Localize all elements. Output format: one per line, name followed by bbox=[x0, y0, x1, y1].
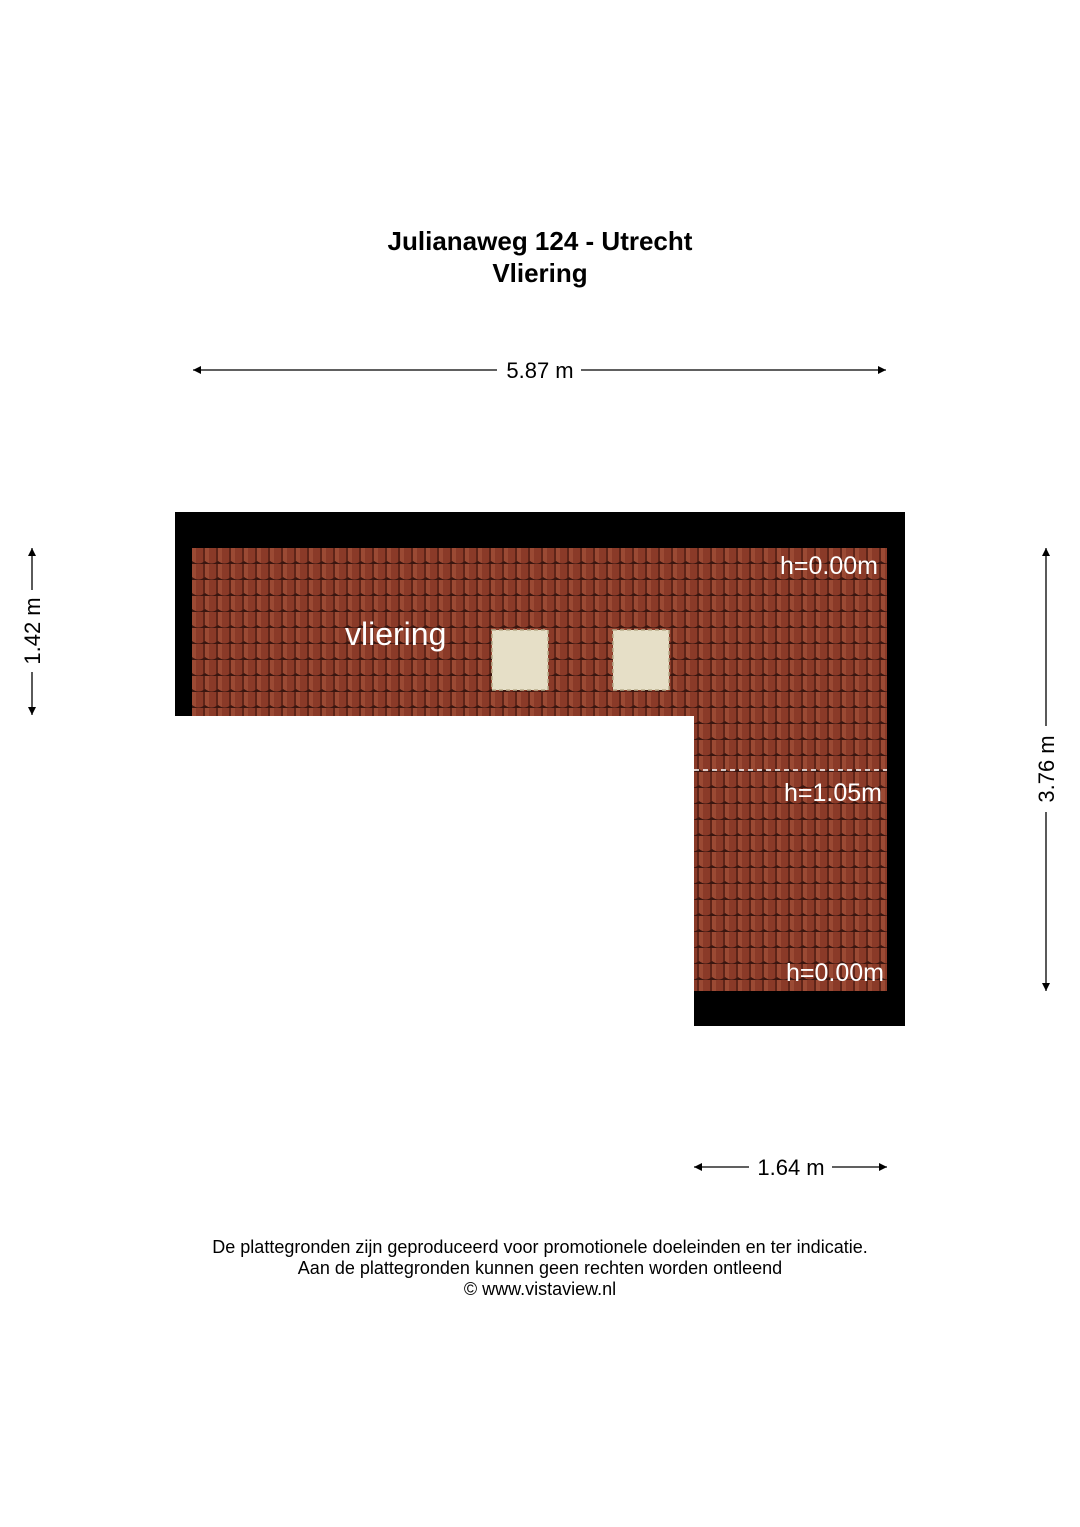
dimension-left-label: 1.42 m bbox=[20, 597, 45, 665]
wall-top bbox=[175, 512, 905, 548]
copyright-link[interactable]: © www.vistaview.nl bbox=[463, 1279, 617, 1299]
skylight-1 bbox=[492, 630, 548, 690]
dimension-bottom bbox=[694, 1155, 887, 1180]
skylight-2 bbox=[613, 630, 669, 690]
dimension-bottom-label: 1.64 m bbox=[757, 1155, 825, 1180]
wall-left bbox=[175, 512, 192, 716]
wall-right bbox=[887, 512, 905, 1026]
height-label-top: h=0.00m bbox=[780, 552, 878, 580]
roof-tiles bbox=[192, 548, 887, 991]
plan-title: Julianaweg 124 - Utrecht bbox=[387, 226, 693, 256]
height-label-middle: h=1.05m bbox=[784, 779, 882, 807]
room-label: vliering bbox=[345, 616, 447, 652]
disclaimer-line-1: De plattegronden zijn geproduceerd voor promotionele doeleinden en ter indicatie. bbox=[212, 1237, 868, 1257]
floor-title: Vliering bbox=[492, 258, 588, 288]
height-label-bottom: h=0.00m bbox=[786, 959, 884, 987]
disclaimer-line-2: Aan de plattegronden kunnen geen rechten worden ontleend bbox=[297, 1258, 783, 1278]
wall-bottom bbox=[694, 991, 905, 1026]
dimension-top-label: 5.87 m bbox=[506, 358, 574, 383]
dimension-top bbox=[193, 358, 886, 383]
dimension-right bbox=[1034, 548, 1059, 991]
dimension-right-label: 3.76 m bbox=[1034, 735, 1059, 803]
dimension-left bbox=[20, 548, 45, 715]
